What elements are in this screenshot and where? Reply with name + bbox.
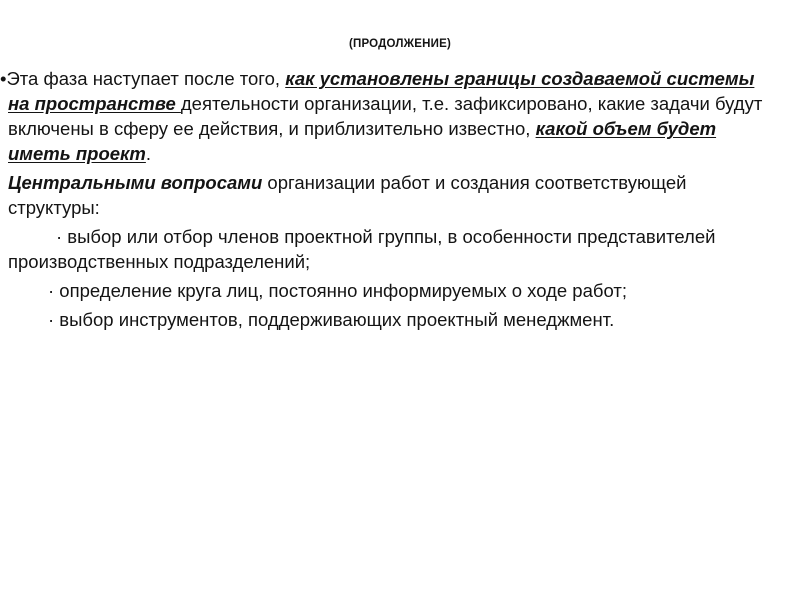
phase-text-2: деятельности организации, т.е. зафиксировано, какие задачи будут включены в сферу ее действия, и приблизительно известно, [8,93,763,139]
paragraph-phase [0,66,780,166]
phase-text-3: . [145,143,152,164]
phase-emphasis-2: какой объем будет иметь проект [8,118,717,164]
paragraph-questions [0,170,780,220]
slide-title: (ПРОДОЛЖЕНИЕ) [348,38,452,50]
slide-body [0,66,780,332]
bullet-marker: • [0,68,7,89]
questions-emphasis: Центральными вопросами [8,172,263,193]
list-item: · определение круга лиц, постоянно информируемых о ходе работ; [48,280,627,301]
list-item: · выбор или отбор членов проектной группы, в особенности представителей производственных подразделений; [8,226,716,272]
phase-text-1: Эта фаза наступает после того, [6,68,286,89]
questions-text: организации работ и создания соответствующей структуры: [8,172,687,218]
phase-emphasis-1: как установлены границы создаваемой системы на пространстве [8,68,755,114]
list-item: · выбор инструментов, поддерживающих проектный менеджмент. [48,309,615,330]
